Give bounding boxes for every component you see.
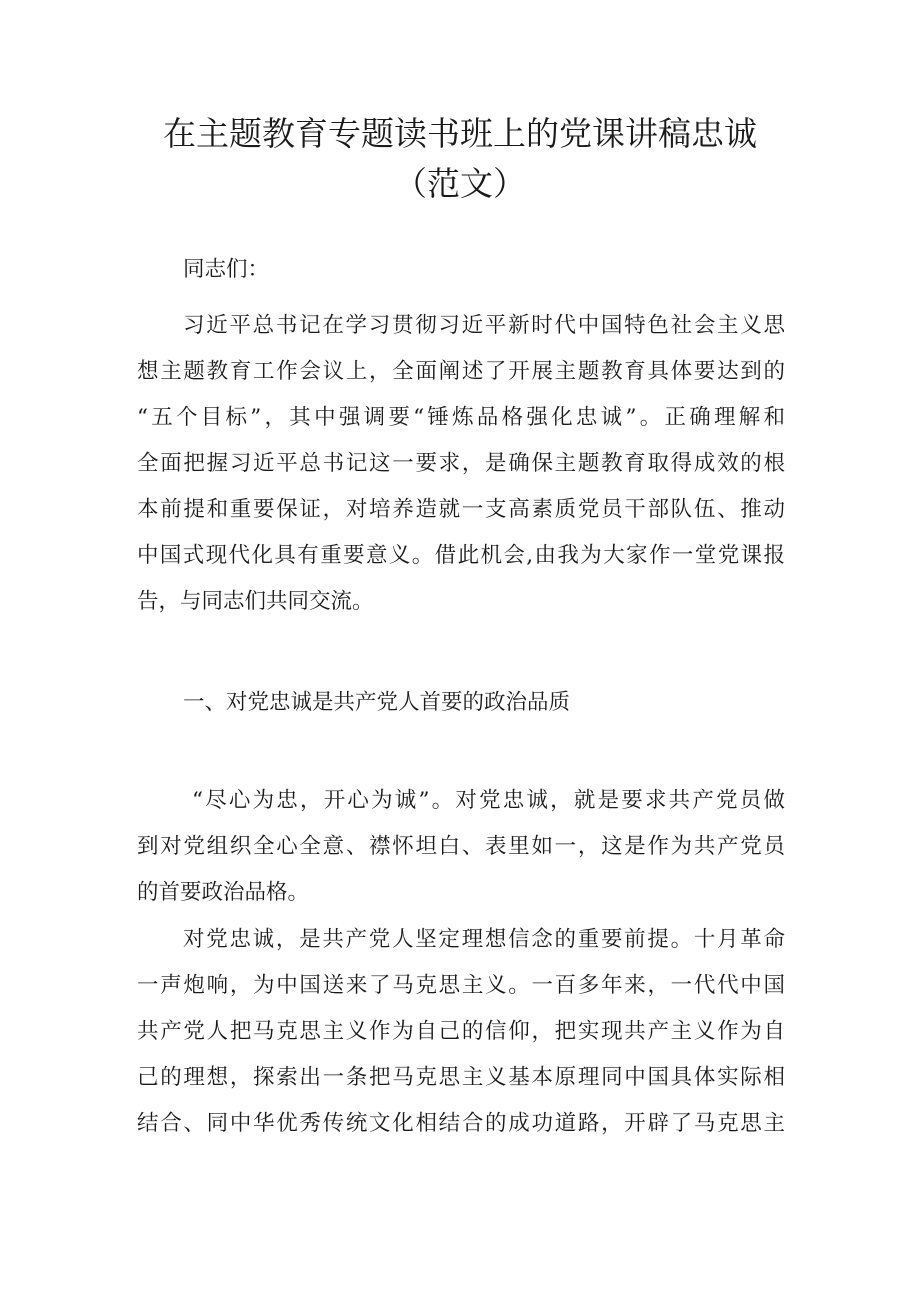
paragraph-line: 全面把握习近平总书记这一要求，是确保主题教育取得成效的根 [137,451,785,476]
section-heading: 一、对党忠诚是共产党人首要的政治品质 [183,690,571,715]
paragraph-line: 习近平总书记在学习贯彻习近平新时代中国特色社会主义思 [183,313,785,338]
paragraph-line: 想主题教育工作会议上，全面阐述了开展主题教育具体要达到的 [137,359,785,384]
paragraph-line: 对党忠诚，是共产党人坚定理想信念的重要前提。十月革命 [183,927,785,952]
paragraph-line: “五个目标”，其中强调要“锤炼品格强化忠诚”。正确理解和 [137,405,785,430]
paragraph-line: 到对党组织全心全意、襟怀坦白、表里如一，这是作为共产党员 [137,834,785,859]
paragraph-line: 共产党人把马克思主义作为自己的信仰，把实现共产主义作为自 [137,1019,785,1044]
paragraph-line: 一声炮响，为中国送来了马克思主义。一百多年来，一代代中国 [137,973,785,998]
document-title-line-1: 在主题教育专题读书班上的党课讲稿忠诚 [163,114,757,153]
paragraph-line: “尽心为忠，开心为诚”。对党忠诚，就是要求共产党员做 [192,788,785,813]
salutation: 同志们： [183,257,270,282]
paragraph-line: 中国式现代化具有重要意义。借此机会,由我为大家作一堂党课报 [137,543,785,568]
paragraph-line: 己的理想，探索出一条把马克思主义基本原理同中国具体实际相 [137,1065,785,1090]
paragraph-line: 告，与同志们共同交流。 [137,589,374,614]
paragraph-line: 的首要政治品格。 [137,880,310,905]
paragraph-line: 结合、同中华优秀传统文化相结合的成功道路，开辟了马克思主 [137,1111,785,1136]
paragraph-line: 本前提和重要保证，对培养造就一支高素质党员干部队伍、推动 [137,497,785,522]
document-title-line-2: （范文） [394,164,526,203]
